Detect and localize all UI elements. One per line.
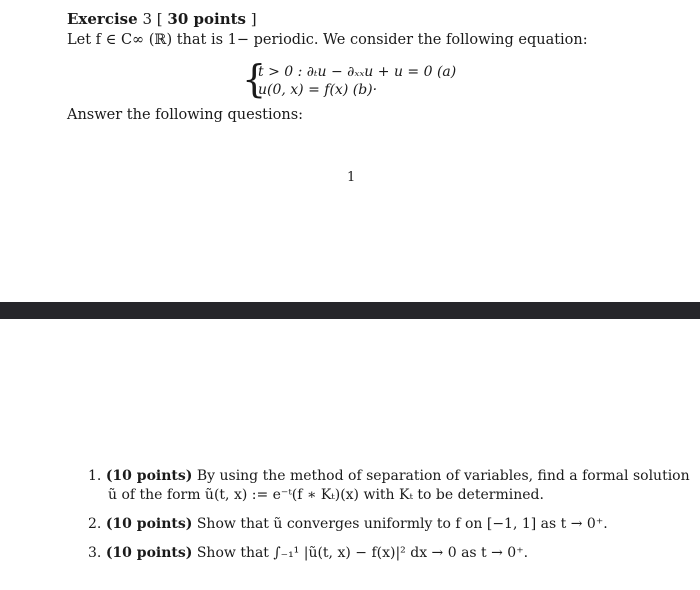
question-text: Show that ũ converges uniformly to f on [−1, 1] as t → 0⁺. [196, 516, 608, 532]
exercise-intro: Let f ∈ C∞ (ℝ) that is 1− periodic. We consider the following equation: [67, 32, 588, 48]
question-number: 1. [88, 468, 102, 484]
page-divider [0, 302, 700, 319]
question-text: By using the method of separation of variables, find a formal solution [196, 468, 690, 484]
system-brace-icon: { [242, 57, 267, 101]
question-2 [88, 516, 608, 532]
exercise-points: 30 points [167, 10, 246, 28]
exercise-number: 3 [142, 10, 152, 28]
question-points: (10 points) [105, 545, 193, 561]
equation-line-b: u(0, x) = f(x) (b)· [258, 82, 378, 98]
question-3 [88, 545, 528, 561]
exercise-title [67, 10, 257, 28]
points-bracket-close: ] [250, 10, 257, 28]
question-points: (10 points) [105, 516, 193, 532]
question-points: (10 points) [105, 468, 193, 484]
equation-line-a: t > 0 : ∂ₜu − ∂ₓₓu + u = 0 (a) [258, 64, 457, 80]
question-1-continuation: ũ of the form ũ(t, x) := e⁻ᵗ(f ∗ Kₜ)(x) with Kₜ to be determined. [108, 487, 544, 503]
exercise-title-prefix: Exercise [67, 10, 138, 28]
points-bracket-open: [ [156, 10, 163, 28]
page-number: 1 [347, 170, 356, 185]
question-number: 3. [88, 545, 102, 561]
answer-prompt: Answer the following questions: [67, 107, 304, 123]
question-1 [88, 468, 690, 484]
question-text: Show that ∫₋₁¹ |ũ(t, x) − f(x)|² dx → 0 as t → 0⁺. [196, 545, 529, 561]
question-number: 2. [88, 516, 102, 532]
